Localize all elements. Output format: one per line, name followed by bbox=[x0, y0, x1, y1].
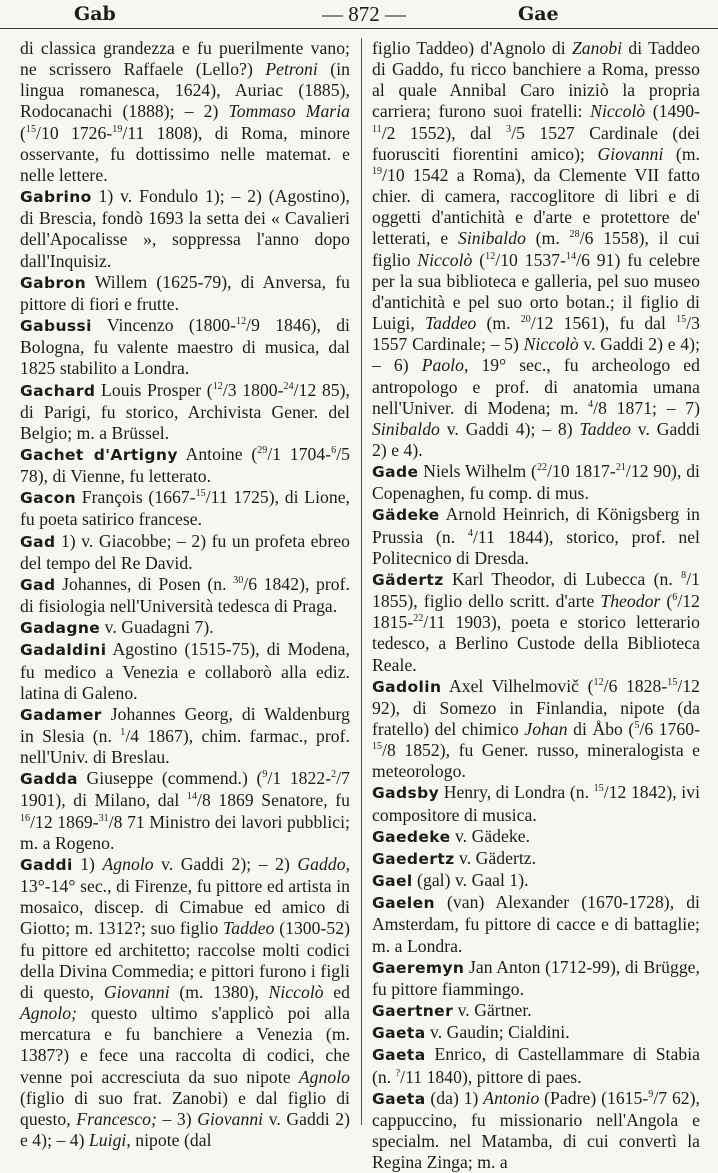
italic-name: Luigi bbox=[88, 1129, 127, 1150]
date-superscript: 2 bbox=[331, 769, 337, 781]
entry-text: /12 1815- bbox=[372, 591, 700, 633]
dictionary-entry bbox=[372, 504, 700, 568]
dictionary-entry bbox=[20, 444, 350, 487]
entry-text: (m. 1380), bbox=[169, 981, 269, 1002]
italic-name: Niccolò bbox=[268, 981, 324, 1002]
entry-text: ( bbox=[472, 249, 486, 270]
date-superscript: 22 bbox=[536, 462, 548, 474]
date-superscript: ? bbox=[395, 1067, 401, 1079]
entry-text: v. Gädeke. bbox=[450, 825, 531, 846]
date-superscript: 11 bbox=[372, 123, 382, 135]
entry-text: 1) v. Fondulo 1); – 2) (Agostino), di Brescia, fondò 1693 la setta dei « Cavalieri dell'Apocalisse », soppressa l'anno dopo dall'Inquisiz. bbox=[20, 186, 350, 271]
italic-name: Niccolò bbox=[417, 249, 473, 270]
entry-text: (1490- bbox=[645, 101, 700, 122]
entry-headword: Gadolin bbox=[372, 677, 442, 696]
italic-name: Sinibaldo bbox=[458, 228, 526, 249]
page-number: — 872 — bbox=[322, 2, 406, 26]
entry-text: , nipote (dal bbox=[126, 1129, 212, 1150]
entry-text: Niels Wilhelm ( bbox=[418, 461, 537, 482]
italic-name: Taddeo bbox=[223, 918, 275, 939]
entry-text: /5 1527 Cardinale (dei fuorusciti fiorentini amico); bbox=[372, 122, 700, 164]
entry-text: 1) v. Giacobbe; – 2) fu un profeta ebreo del tempo del Re David. bbox=[20, 530, 350, 573]
entry-headword: Gaeta bbox=[372, 1089, 426, 1108]
entry-text: Enrico, di Castellammare di Stabia (n. bbox=[372, 1044, 700, 1087]
entry-text: v. Gaudin; Cialdini. bbox=[425, 1022, 570, 1043]
entry-text: Johannes Georg, di Waldenburg in Slesia (n. bbox=[20, 703, 350, 746]
entry-headword: Gad bbox=[20, 532, 56, 551]
entry-text: Jan Anton (1712-99), di Brügge, fu pittore fiammingo. bbox=[372, 956, 700, 999]
dictionary-entry bbox=[372, 569, 700, 676]
italic-name: Niccolò bbox=[523, 334, 579, 355]
dictionary-entry bbox=[372, 676, 700, 783]
dictionary-entry bbox=[20, 704, 350, 768]
italic-name: Giovanni bbox=[103, 981, 170, 1002]
entry-headword: Gaeremyn bbox=[372, 958, 465, 977]
entry-text: /1 1855), figlio dello scritt. d'arte bbox=[372, 568, 700, 612]
dictionary-entry bbox=[20, 531, 350, 574]
italic-name: Niccolò bbox=[590, 101, 646, 122]
entry-text: /10 1726- bbox=[36, 122, 113, 143]
entry-headword: Gadda bbox=[20, 770, 78, 789]
entry-text: /12 92), di Somezo in Finlandia, nipote (da fratello) del chimico bbox=[372, 675, 701, 739]
entry-headword: Gacon bbox=[20, 489, 77, 508]
entry-headword: Gadsby bbox=[372, 784, 440, 803]
date-superscript: 15 bbox=[676, 314, 687, 326]
italic-name: Giovanni bbox=[197, 1108, 264, 1129]
entry-headword: Gade bbox=[372, 463, 419, 482]
dictionary-entry bbox=[20, 768, 350, 854]
entry-text: v. Gaddi 4); – 8) bbox=[439, 418, 580, 439]
italic-name: Taddeo bbox=[424, 313, 477, 334]
date-superscript: 29 bbox=[257, 445, 268, 457]
date-superscript: 1 bbox=[120, 727, 126, 739]
dictionary-entry bbox=[372, 870, 700, 892]
entry-headword: Gaertner bbox=[372, 1002, 454, 1021]
dictionary-entry bbox=[20, 186, 350, 272]
entry-text: /10 1542 a Roma), da Clemente VII fatto chier. di camera, raccoglitore di libri e di oggetti d'antichità e d'arte e protettore de' letterati, e bbox=[372, 164, 700, 249]
date-superscript: 15 bbox=[667, 676, 678, 688]
date-superscript: 12 bbox=[236, 316, 247, 328]
entry-text: di classica grandezza e fu puerilmente vano; ne scrissero Raffaele (Lello?) bbox=[20, 38, 350, 80]
date-superscript: 15 bbox=[195, 488, 206, 500]
date-superscript: 21 bbox=[615, 462, 626, 474]
header-left-guide-word: Gab bbox=[74, 3, 116, 25]
entry-headword: Gädeke bbox=[372, 506, 440, 525]
dictionary-entry bbox=[20, 272, 350, 315]
italic-name: Agnolo; bbox=[20, 1003, 78, 1024]
dictionary-entry bbox=[372, 782, 700, 825]
entry-text: /2 1552), dal bbox=[381, 122, 507, 143]
dictionary-entry bbox=[372, 1022, 700, 1044]
entry-text: /9 1846), di Bologna, fu valente maestro di musica, dal 1825 stabilito a Londra. bbox=[20, 315, 350, 379]
date-superscript: 15 bbox=[593, 783, 604, 795]
entry-text: (van) Alexander (1670-1728), di Amsterdam, fu pittore di cacce e di battaglie; m. a Londra. bbox=[372, 892, 700, 956]
entry-text: /3 1800- bbox=[222, 379, 284, 400]
dictionary-entry bbox=[20, 487, 350, 530]
entry-headword: Gaedeke bbox=[372, 827, 451, 846]
date-superscript: 8 bbox=[681, 570, 687, 582]
entry-text: (da) 1) bbox=[425, 1087, 484, 1108]
entry-text: ( bbox=[20, 122, 26, 143]
dictionary-entry bbox=[20, 380, 350, 444]
date-superscript: 5 bbox=[634, 720, 640, 732]
date-superscript: 30 bbox=[233, 575, 244, 587]
entry-text: Agostino (1515-75), di Modena, fu medico a Venezia e collaborò alla ediz. latina di Galeno. bbox=[20, 639, 350, 703]
italic-name: Agnolo bbox=[102, 853, 154, 874]
date-superscript: 16 bbox=[20, 812, 31, 824]
entry-text: /8 1871; – 7) bbox=[593, 397, 700, 418]
entry-text: /12 1561), fu dal bbox=[530, 313, 677, 334]
entry-text: (1300-52) fu pittore ed architetto; raccolse molti codici della Divina Commedia; e pittori furono i figli di questo, bbox=[20, 918, 350, 1002]
dictionary-entry bbox=[20, 315, 350, 379]
entry-text: /12 1842), ivi compositore di musica. bbox=[372, 782, 701, 825]
date-superscript: 19 bbox=[372, 166, 383, 178]
dictionary-entry bbox=[20, 854, 350, 1151]
entry-text: Axel Vilhelmovič ( bbox=[441, 675, 594, 696]
entry-headword: Gael bbox=[372, 872, 413, 891]
entry-headword: Gadamer bbox=[20, 705, 102, 724]
entry-text: ( bbox=[660, 591, 673, 612]
entry-text: /11 1725), di Lione, fu poeta satirico francese. bbox=[20, 487, 351, 530]
entry-text: Henry, di Londra (n. bbox=[439, 782, 594, 803]
date-superscript: 3 bbox=[506, 123, 512, 135]
entry-text: /8 1869 Senatore, fu bbox=[197, 790, 350, 811]
entry-text: v. Gädertz. bbox=[454, 847, 537, 868]
entry-text: /11 1844), storico, prof. nel Politecnico di Dresda. bbox=[372, 526, 700, 568]
date-superscript: 12 bbox=[212, 380, 223, 392]
dictionary-entry bbox=[372, 826, 700, 848]
date-superscript: 4 bbox=[588, 398, 594, 410]
entry-text: 1) bbox=[72, 853, 103, 874]
italic-name: Giovanni bbox=[597, 143, 664, 164]
entry-text: /6 1828- bbox=[603, 675, 668, 696]
entry-text: /7 1901), di Milano, dal bbox=[20, 768, 350, 811]
entry-text: /4 1867), chim. farmac., prof. nell'Univ. di Breslau. bbox=[20, 726, 350, 768]
entry-text: /1 1822- bbox=[267, 768, 332, 789]
italic-name: Gaddo bbox=[297, 853, 346, 874]
entry-text: (m. bbox=[476, 313, 521, 334]
date-superscript: 6 bbox=[331, 445, 337, 457]
entry-text: /6 91) fu celebre per la sua biblioteca e galleria, pel suo museo d'antichità e pel suo orto botan.; il figlio di Luigi, bbox=[372, 249, 701, 334]
left-column bbox=[20, 38, 351, 1150]
italic-name: Johan bbox=[524, 719, 568, 739]
entry-text: /3 1557 Cardinale; – 5) bbox=[372, 313, 700, 355]
italic-name: Agnolo bbox=[298, 1066, 350, 1087]
entry-text: Arnold Heinrich, di Königsberg in Prussia (n. bbox=[372, 504, 700, 547]
entry-headword: Gaeta bbox=[372, 1024, 426, 1043]
date-superscript: 9 bbox=[648, 1088, 654, 1100]
entry-text: /10 1817- bbox=[547, 461, 616, 482]
italic-name: Antonio bbox=[483, 1087, 540, 1108]
italic-name: Sinibaldo bbox=[372, 418, 440, 439]
entry-headword: Gadaldini bbox=[20, 641, 107, 660]
entry-text: ed bbox=[323, 981, 350, 1002]
entry-text: v. Gärtner. bbox=[453, 1000, 532, 1021]
italic-name: Francesco; bbox=[76, 1108, 157, 1129]
entry-text: François (1667- bbox=[76, 487, 196, 508]
entry-headword: Gad bbox=[20, 575, 56, 594]
date-superscript: 15 bbox=[25, 123, 37, 135]
italic-name: Taddeo bbox=[579, 418, 631, 439]
entry-text: /8 71 Ministro dei lavori pubblici; m. a Rogeno. bbox=[20, 811, 350, 853]
entry-text: Giuseppe (commend.) ( bbox=[77, 768, 263, 789]
entry-text: v. Gaddi 2) e 4); – 4) bbox=[20, 1108, 351, 1150]
italic-name: Petroni bbox=[265, 59, 318, 80]
entry-text: /11 1808), di Roma, minore osservante, fu dottissimo nelle matemat. e nelle lettere. bbox=[20, 122, 350, 185]
entry-text: Vincenzo (1800- bbox=[91, 315, 237, 336]
entry-text: (figlio di suo frat. Zanobi) e dal figlio di questo, bbox=[20, 1087, 350, 1129]
entry-text: v. Gaddi 2) e 4). bbox=[372, 418, 700, 460]
entry-text: v. Guadagni 7). bbox=[100, 617, 214, 638]
dictionary-entry bbox=[372, 1088, 700, 1173]
entry-text: , 19° sec., fu archeologo ed antropologo e prof. di anatomia umana nell'Univer. di Modena; m. bbox=[372, 355, 701, 418]
dictionary-entry bbox=[372, 892, 700, 956]
entry-text: , 13°-14° sec., di Firenze, fu pittore ed artista in mosaico, discep. di Cimabue ed amico di Giotto; m. 1312?; suo figlio bbox=[20, 853, 351, 939]
column-divider bbox=[361, 38, 362, 1125]
entry-text: (Padre) (1615- bbox=[539, 1087, 649, 1108]
italic-name: Paolo bbox=[421, 355, 464, 376]
dictionary-entry bbox=[20, 639, 350, 703]
header-right-guide-word: Gae bbox=[518, 3, 559, 25]
entry-text: di Åbo ( bbox=[567, 719, 635, 739]
entry-text: di Taddeo di Gaddo, fu ricco banchiere a Roma, presso al quale Annibal Caro iniziò la propria carriera; furono suoi fratelli: bbox=[372, 38, 700, 122]
dictionary-entry bbox=[20, 38, 350, 186]
entry-text: /6 1760- bbox=[639, 719, 700, 739]
entry-text: /5 78), di Vienne, fu letterato. bbox=[20, 443, 350, 487]
right-column bbox=[372, 38, 701, 1173]
entry-text: /6 1842), prof. di fisiologia nell'Università tedesca di Praga. bbox=[20, 573, 350, 617]
date-superscript: 14 bbox=[566, 250, 577, 262]
entry-headword: Gaeta bbox=[372, 1046, 426, 1065]
date-superscript: 19 bbox=[112, 123, 123, 135]
dictionary-entry bbox=[372, 1000, 700, 1022]
date-superscript: 9 bbox=[262, 769, 268, 781]
entry-text: (m. bbox=[663, 143, 701, 164]
entry-text: Louis Prosper ( bbox=[95, 379, 213, 400]
entry-headword: Gachard bbox=[20, 381, 96, 400]
entry-headword: Gabron bbox=[20, 273, 87, 292]
dictionary-entry bbox=[20, 617, 350, 639]
entry-headword: Gabrino bbox=[20, 188, 92, 207]
entry-text: /11 1903), poeta e storico letterario tedesco, a Berlino Custode della Biblioteca Reale. bbox=[372, 612, 700, 675]
entry-text: /10 1537- bbox=[495, 249, 567, 270]
date-superscript: 12 bbox=[593, 676, 604, 688]
entry-text: /6 1558), il cui figlio bbox=[372, 228, 700, 270]
entry-headword: Gadagne bbox=[20, 619, 101, 638]
entry-text: /11 1840), pittore di paes. bbox=[400, 1066, 582, 1087]
entry-text: /1 1704- bbox=[267, 443, 332, 464]
entry-headword: Gachet d'Artigny bbox=[20, 445, 178, 464]
date-superscript: 31 bbox=[98, 812, 109, 824]
entry-text: questo ultimo s'applicò poi alla mercatura e fu banchiere a Venezia (m. 1387?) e fece una raccolta di codici, che venne poi accresciuta da suo nipote bbox=[20, 1003, 350, 1087]
entry-headword: Gaedertz bbox=[372, 849, 455, 868]
italic-name: Zanobi bbox=[571, 38, 623, 58]
date-superscript: 28 bbox=[569, 229, 580, 241]
entry-text: Willem (1625-79), di Anversa, fu pittore di fiori e frutte. bbox=[20, 271, 350, 314]
entry-text: (in lingua romanesca, 1624), Auriac (1885), Rodocanachi (1888); – 2) bbox=[20, 59, 350, 122]
entry-text: /8 1852), fu Gener. russo, mineralogista e meteorologo. bbox=[372, 740, 700, 782]
entry-text: v. Gaddi 2) e 4); – 6) bbox=[372, 334, 701, 376]
entry-headword: Gaelen bbox=[372, 894, 435, 913]
entry-text: – 3) bbox=[156, 1108, 198, 1129]
entry-headword: Gabussi bbox=[20, 317, 92, 336]
entry-text: Antoine ( bbox=[177, 443, 258, 464]
date-superscript: 4 bbox=[467, 527, 473, 539]
entry-text: (gal) v. Gaal 1). bbox=[412, 870, 529, 891]
dictionary-entry bbox=[372, 848, 700, 870]
entry-text: figlio Taddeo) d'Agnolo di bbox=[372, 38, 572, 58]
dictionary-entry bbox=[20, 574, 350, 617]
dictionary-entry bbox=[372, 461, 700, 504]
dictionary-entry bbox=[372, 1044, 700, 1087]
entry-headword: Gaddi bbox=[20, 855, 73, 874]
entry-text: /12 90), di Copenaghen, fu comp. di mus. bbox=[372, 461, 700, 504]
entry-text: /12 1869- bbox=[30, 811, 99, 832]
entry-text: Johannes, di Posen (n. bbox=[55, 573, 234, 594]
entry-text: /12 85), di Parigi, fu storico, Archivista Gener. del Belgio; m. a Brüssel. bbox=[20, 379, 350, 443]
date-superscript: 12 bbox=[485, 250, 496, 262]
date-superscript: 6 bbox=[672, 592, 678, 604]
italic-name: Theodor bbox=[600, 591, 661, 612]
date-superscript: 20 bbox=[520, 314, 531, 326]
entry-text: (m. bbox=[525, 228, 570, 249]
entry-text: /7 62), cappuccino, fu missionario nell'Angola e specialm. nel Matamba, di cui convertì la Regina Zinga; m. a bbox=[372, 1087, 701, 1173]
entry-text: Karl Theodor, di Lubecca (n. bbox=[443, 568, 682, 589]
entry-headword: Gädertz bbox=[372, 570, 444, 589]
date-superscript: 15 bbox=[372, 741, 383, 753]
date-superscript: 24 bbox=[283, 380, 294, 392]
italic-name: Tommaso Maria bbox=[228, 101, 350, 122]
page-header bbox=[0, 2, 718, 29]
entry-text: v. Gaddi 2); – 2) bbox=[153, 853, 298, 874]
date-superscript: 14 bbox=[186, 791, 198, 803]
date-superscript: 22 bbox=[413, 613, 424, 625]
dictionary-entry bbox=[372, 38, 700, 461]
dictionary-entry bbox=[372, 957, 700, 1000]
